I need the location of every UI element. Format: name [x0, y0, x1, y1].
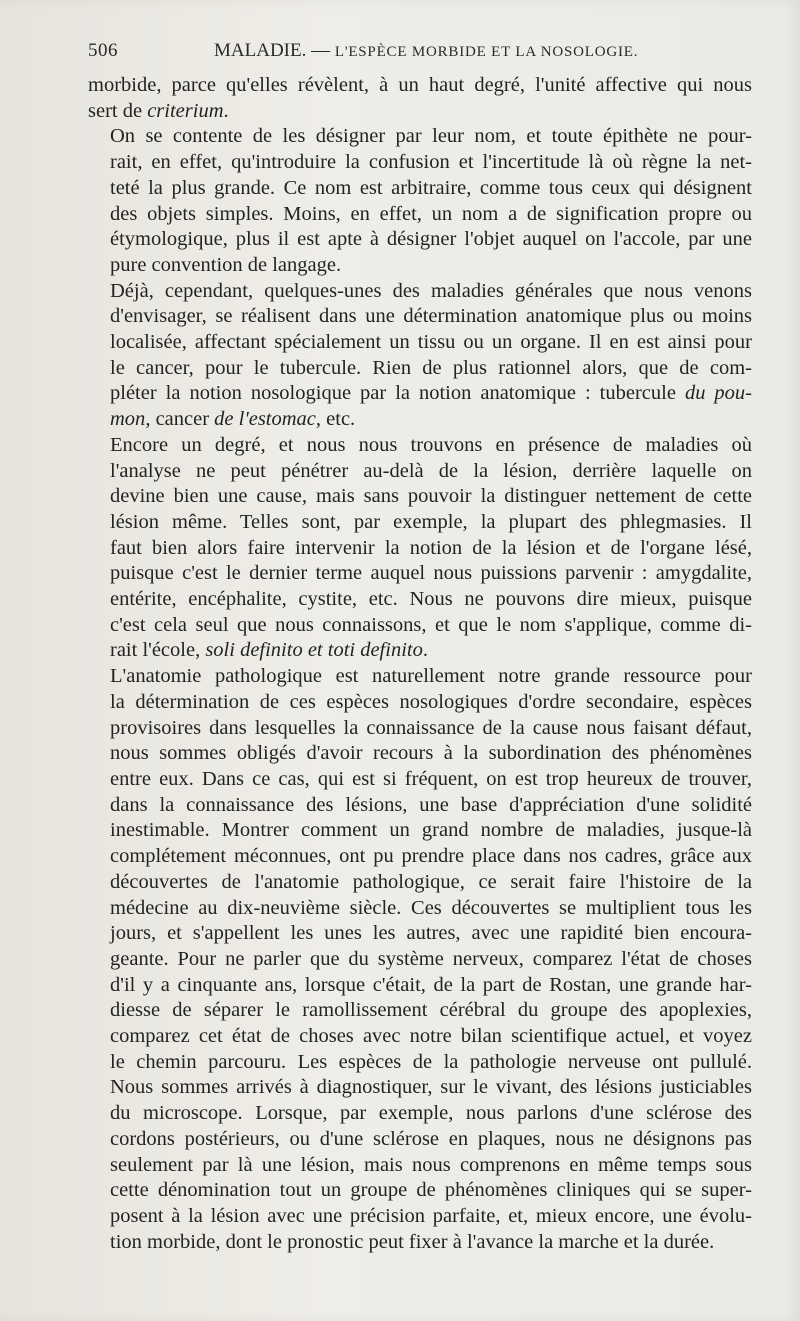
plain-text: inestimable. Montrer comment un grand nombre de maladies, jusque-là: [110, 819, 752, 842]
plain-text: découvertes de l'anatomie pathologique, ce serait faire l'histoire de la: [110, 870, 752, 893]
text-line: [88, 1127, 752, 1153]
plain-text: localisée, affectant spécialement un tissu ou un organe. Il en est ainsi pour: [110, 331, 752, 354]
text-line: [88, 202, 752, 228]
plain-text: , etc.: [315, 408, 356, 431]
plain-text: cette dénomination tout un groupe de phénomènes cliniques qui se super-: [110, 1179, 752, 1202]
text-line: [88, 356, 752, 382]
text-line: [88, 793, 752, 819]
plain-text: devine bien une cause, mais sans pouvoir la distinguer nettement de cette: [110, 485, 752, 508]
text-line: [88, 561, 752, 587]
running-head-dash: —: [311, 40, 331, 61]
text-line: [88, 1204, 752, 1230]
text-line: [88, 304, 752, 330]
plain-text: .: [223, 99, 229, 122]
running-head: [214, 40, 638, 62]
plain-text: c'est cela seul que nous connaissons, et que le nom s'applique, comme di-: [110, 613, 752, 636]
plain-text: d'il y a cinquante ans, lorsque c'était, de la part de Rostan, une grande har-: [110, 973, 752, 996]
plain-text: le chemin parcouru. Les espèces de la pathologie nerveuse ont pullulé.: [110, 1050, 752, 1073]
text-line: [88, 1178, 752, 1204]
text-line: [88, 1075, 752, 1101]
text-line: [88, 73, 752, 99]
text-line: [88, 459, 752, 485]
text-line: [88, 1101, 752, 1127]
text-line: [88, 664, 752, 690]
plain-text: l'analyse ne peut pénétrer au-delà de la lésion, derrière laquelle on: [110, 459, 752, 482]
text-line: [88, 510, 752, 536]
plain-text: diesse de séparer le ramollissement cérébral du groupe des apoplexies,: [110, 999, 752, 1022]
plain-text: geante. Pour ne parler que du système nerveux, comparez l'état de choses: [110, 947, 752, 970]
plain-text: Encore un degré, et nous nous trouvons en présence de maladies où: [110, 433, 752, 456]
text-line: [88, 947, 752, 973]
text-line: [88, 253, 752, 279]
text-line: [88, 536, 752, 562]
text-line: [88, 1153, 752, 1179]
plain-text: lésion même. Telles sont, par exemple, la plupart des phlegmasies. Il: [110, 510, 752, 533]
plain-text: comparez cet état de choses avec notre bilan scientifique actuel, et voyez: [110, 1025, 752, 1048]
plain-text: puisque c'est le dernier terme auquel nous puissions parvenir : amygdalite,: [110, 562, 752, 585]
plain-text: morbide, parce qu'elles révèlent, à un haut degré, l'unité affective qui nous: [88, 74, 752, 96]
text-line: [88, 870, 752, 896]
text-line: [88, 99, 752, 125]
text-line: [88, 587, 752, 613]
plain-text: , cancer: [145, 408, 215, 431]
plain-text: tion morbide, dont le pronostic peut fixer à l'avance la marche et la durée.: [110, 1230, 715, 1253]
plain-text: médecine au dix-neuvième siècle. Ces découvertes se multiplient tous les: [110, 896, 752, 919]
paragraph: [88, 433, 752, 664]
text-line: [88, 741, 752, 767]
plain-text: L'anatomie pathologique est naturellement notre grande ressource pour: [110, 665, 752, 688]
plain-text: Nous sommes arrivés à diagnostiquer, sur le vivant, des lésions justiciables: [110, 1076, 752, 1099]
plain-text: cordons postérieurs, ou d'une sclérose en plaques, nous ne désignons pas: [110, 1127, 752, 1150]
text-line: [88, 690, 752, 716]
plain-text: teté la plus grande. Ce nom est arbitraire, comme tous ceux qui désignent: [110, 176, 752, 199]
plain-text: pléter la notion nosologique par la notion anatomique : tubercule: [110, 382, 685, 405]
plain-text: du microscope. Lorsque, par exemple, nous parlons d'une sclérose des: [110, 1102, 752, 1125]
paragraph: [88, 664, 752, 1255]
text-line: [88, 150, 752, 176]
text-line: [88, 1230, 752, 1256]
plain-text: des objets simples. Moins, en effet, un nom a de signification propre ou: [110, 202, 752, 225]
paragraph: [88, 124, 752, 278]
italic-text: criterium: [147, 99, 224, 122]
running-head-main: MALADIE.: [214, 40, 307, 61]
text-line: [88, 433, 752, 459]
text-line: [88, 176, 752, 202]
text-line: [88, 818, 752, 844]
text-line: [88, 716, 752, 742]
plain-text: entre eux. Dans ce cas, qui est si fréquent, on est trop heureux de trouver,: [110, 767, 752, 790]
text-line: [88, 998, 752, 1024]
italic-text: du pou-: [684, 382, 753, 405]
plain-text: pure convention de langage.: [110, 253, 342, 276]
plain-text: la détermination de ces espèces nosologiques d'ordre secondaire, espèces: [110, 690, 752, 713]
text-line: [88, 279, 752, 305]
text-line: [88, 638, 752, 664]
paragraph: [88, 279, 752, 433]
plain-text: entérite, encéphalite, cystite, etc. Nous ne pouvons dire mieux, puisque: [110, 588, 752, 611]
paragraph: [88, 73, 752, 124]
text-line: [88, 407, 752, 433]
plain-text: dans la connaissance des lésions, une base d'appréciation d'une solidité: [110, 793, 752, 816]
plain-text: rait, en effet, qu'introduire la confusion et l'incertitude là où règne la net-: [110, 151, 752, 174]
body-text: [88, 73, 752, 1255]
text-line: [88, 896, 752, 922]
text-line: [88, 613, 752, 639]
text-line: [88, 844, 752, 870]
plain-text: d'envisager, se réalisent dans une détermination anatomique plus ou moins: [110, 305, 752, 328]
text-line: [88, 330, 752, 356]
plain-text: On se contente de les désigner par leur nom, et toute épithète ne pour-: [110, 125, 752, 148]
running-head-sub: L'ESPÈCE MORBIDE ET LA NOSOLOGIE.: [334, 44, 639, 60]
text-line: [88, 767, 752, 793]
plain-text: rait l'école,: [110, 639, 206, 662]
plain-text: sert de: [88, 99, 148, 122]
italic-text: mon: [110, 408, 146, 431]
page-header: [88, 40, 748, 70]
text-line: [88, 381, 752, 407]
plain-text: seulement par là une lésion, mais nous comprenons en même temps sous: [110, 1153, 752, 1176]
plain-text: .: [422, 639, 428, 662]
text-line: [88, 1024, 752, 1050]
text-line: [88, 484, 752, 510]
page-number: 506: [88, 40, 118, 61]
plain-text: complétement méconnues, ont pu prendre place dans nos cadres, grâce aux: [110, 845, 752, 868]
plain-text: nous sommes obligés d'avoir recours à la subordination des phénomènes: [110, 742, 752, 765]
plain-text: le cancer, pour le tubercule. Rien de plus rationnel alors, que de com-: [110, 356, 752, 379]
text-line: [88, 227, 752, 253]
plain-text: Déjà, cependant, quelques-unes des maladies générales que nous venons: [110, 279, 752, 302]
plain-text: jours, et s'appellent les unes les autres, avec une rapidité bien encoura-: [110, 922, 752, 945]
italic-text: de l'estomac: [214, 408, 316, 431]
text-line: [88, 973, 752, 999]
text-line: [88, 124, 752, 150]
italic-text: soli definito et toti definito: [205, 639, 423, 662]
plain-text: faut bien alors faire intervenir la notion de la lésion et de l'organe lésé,: [110, 536, 752, 559]
text-line: [88, 921, 752, 947]
text-line: [88, 1050, 752, 1076]
plain-text: posent à la lésion avec une précision parfaite, et, mieux encore, une évolu-: [110, 1204, 752, 1227]
plain-text: provisoires dans lesquelles la connaissance de la cause nous faisant défaut,: [110, 716, 752, 739]
plain-text: étymologique, plus il est apte à désigner l'objet auquel on l'accole, par une: [110, 228, 752, 251]
